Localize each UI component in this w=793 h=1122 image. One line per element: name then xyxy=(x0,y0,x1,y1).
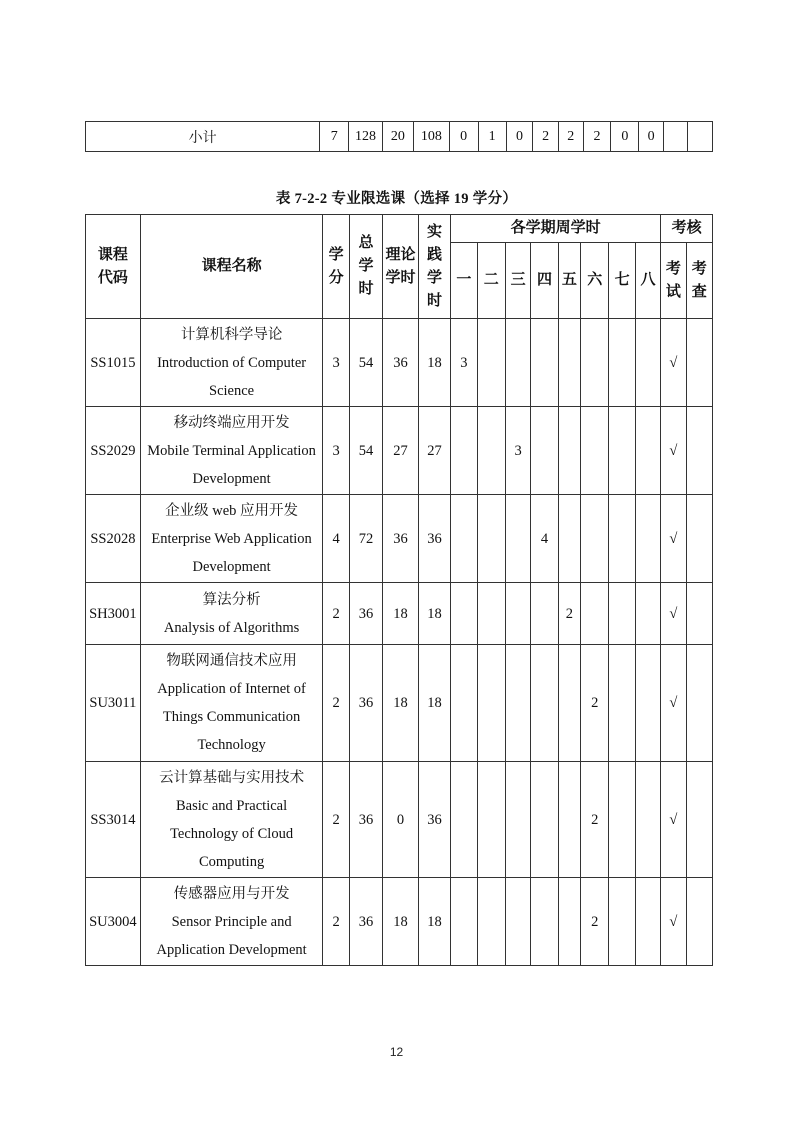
subtotal-value: 0 xyxy=(639,122,664,152)
semester-hours xyxy=(635,762,660,878)
semester-hours: 4 xyxy=(531,495,558,583)
table-row xyxy=(86,319,713,407)
practice-hours: 18 xyxy=(418,878,450,966)
table-row xyxy=(86,495,713,583)
credits: 2 xyxy=(323,878,349,966)
semester-hours xyxy=(451,878,477,966)
semester-hours xyxy=(609,762,635,878)
total-hours: 36 xyxy=(349,762,382,878)
course-name xyxy=(140,878,323,966)
semester-hours xyxy=(477,319,505,407)
header-exam: 考试 xyxy=(661,243,686,319)
semester-hours xyxy=(505,645,530,762)
practice-hours: 18 xyxy=(418,583,450,645)
credits: 2 xyxy=(323,645,349,762)
subtotal-value: 108 xyxy=(413,122,449,152)
credits: 3 xyxy=(323,319,349,407)
header-row xyxy=(86,215,713,243)
table-row xyxy=(86,645,713,762)
semester-hours xyxy=(531,762,558,878)
total-hours: 72 xyxy=(349,495,382,583)
header-semester: 五 xyxy=(558,243,580,319)
credits: 2 xyxy=(323,583,349,645)
course-name xyxy=(140,407,323,495)
total-hours: 36 xyxy=(349,645,382,762)
exam-mark: √ xyxy=(661,762,686,878)
table-row xyxy=(86,407,713,495)
semester-hours xyxy=(635,878,660,966)
semester-hours xyxy=(635,319,660,407)
subtotal-value: 7 xyxy=(320,122,349,152)
semester-hours xyxy=(451,762,477,878)
course-name-en: Application of Internet of Things Communication Technology xyxy=(157,681,306,753)
semester-hours xyxy=(505,583,530,645)
semester-hours xyxy=(558,878,580,966)
total-hours: 36 xyxy=(349,878,382,966)
course-code: SS2028 xyxy=(86,495,141,583)
exam-mark: √ xyxy=(661,407,686,495)
practice-hours: 36 xyxy=(418,762,450,878)
check-mark xyxy=(686,878,712,966)
course-code: SH3001 xyxy=(86,583,141,645)
header-credits: 学分 xyxy=(323,215,349,319)
theory-hours: 0 xyxy=(383,762,419,878)
semester-hours xyxy=(609,583,635,645)
semester-hours xyxy=(609,645,635,762)
course-name-cn: 移动终端应用开发 xyxy=(173,414,290,431)
subtotal-value: 2 xyxy=(583,122,611,152)
semester-hours xyxy=(477,407,505,495)
theory-hours: 27 xyxy=(383,407,419,495)
course-code: SU3011 xyxy=(86,645,141,762)
page-number: 12 xyxy=(389,1045,404,1059)
course-code: SS1015 xyxy=(86,319,141,407)
semester-hours xyxy=(531,319,558,407)
header-total-hours: 总学时 xyxy=(349,215,382,319)
course-name-cn: 物联网通信技术应用 xyxy=(166,653,297,669)
total-hours: 54 xyxy=(349,407,382,495)
semester-hours xyxy=(477,645,505,762)
course-name-cn: 计算机科学导论 xyxy=(180,326,283,343)
course-name xyxy=(140,319,323,407)
semester-hours xyxy=(635,407,660,495)
check-mark xyxy=(686,583,712,645)
semester-hours xyxy=(505,878,530,966)
semester-hours: 3 xyxy=(505,407,530,495)
course-name-en: Introduction of Computer Science xyxy=(157,354,307,399)
theory-hours: 36 xyxy=(383,319,419,407)
semester-hours xyxy=(581,495,609,583)
exam-mark: √ xyxy=(661,878,686,966)
course-name xyxy=(140,645,323,762)
credits: 4 xyxy=(323,495,349,583)
course-name-en: Sensor Principle and Application Development xyxy=(156,913,307,958)
subtotal-row xyxy=(86,122,713,152)
check-mark xyxy=(686,319,712,407)
semester-hours xyxy=(505,762,530,878)
subtotal-value: 2 xyxy=(558,122,583,152)
semester-hours xyxy=(451,407,477,495)
check-mark xyxy=(686,407,712,495)
subtotal-value: 2 xyxy=(533,122,559,152)
course-name-en: Analysis of Algorithms xyxy=(163,619,300,636)
semester-hours xyxy=(505,495,530,583)
course-code: SS3014 xyxy=(86,762,141,878)
subtotal-value: 20 xyxy=(382,122,413,152)
semester-hours xyxy=(635,495,660,583)
semester-hours xyxy=(635,645,660,762)
theory-hours: 36 xyxy=(383,495,419,583)
semester-hours xyxy=(558,319,580,407)
semester-hours xyxy=(531,583,558,645)
exam-mark: √ xyxy=(661,319,686,407)
semester-hours xyxy=(558,645,580,762)
course-name-en: Mobile Terminal Application Development xyxy=(147,442,316,487)
total-hours: 54 xyxy=(349,319,382,407)
semester-hours xyxy=(558,407,580,495)
subtotal-value: 0 xyxy=(506,122,533,152)
course-name-en: Basic and Practical Technology of Cloud Computing xyxy=(170,797,294,870)
header-semester: 七 xyxy=(609,243,635,319)
semester-hours: 3 xyxy=(451,319,477,407)
credits: 3 xyxy=(323,407,349,495)
header-name: 课程名称 xyxy=(140,215,323,319)
table-row xyxy=(86,878,713,966)
header-practice-hours: 实践学时 xyxy=(418,215,450,319)
semester-hours xyxy=(558,762,580,878)
course-name-cn: 算法分析 xyxy=(202,591,261,608)
course-name-en: Enterprise Web Application Development xyxy=(151,530,312,575)
course-name-cn: 企业级 web 应用开发 xyxy=(165,502,299,519)
course-code: SS2029 xyxy=(86,407,141,495)
practice-hours: 18 xyxy=(418,319,450,407)
course-name xyxy=(140,583,323,645)
semester-hours xyxy=(609,319,635,407)
semester-hours xyxy=(531,407,558,495)
semester-hours xyxy=(581,319,609,407)
header-weekly-hours: 各学期周学时 xyxy=(451,215,661,243)
course-name-cn: 传感器应用与开发 xyxy=(173,885,290,902)
header-semester: 八 xyxy=(635,243,660,319)
header-semester: 二 xyxy=(477,243,505,319)
semester-hours: 2 xyxy=(581,762,609,878)
subtotal-value: 128 xyxy=(349,122,382,152)
semester-hours xyxy=(451,645,477,762)
course-code: SU3004 xyxy=(86,878,141,966)
semester-hours xyxy=(451,495,477,583)
subtotal-label: 小计 xyxy=(86,122,320,152)
semester-hours xyxy=(505,319,530,407)
semester-hours: 2 xyxy=(581,878,609,966)
subtotal-value: 0 xyxy=(449,122,478,152)
header-semester: 一 xyxy=(451,243,477,319)
table-row xyxy=(86,762,713,878)
header-check: 考查 xyxy=(686,243,712,319)
practice-hours: 36 xyxy=(418,495,450,583)
course-name-cn: 云计算基础与实用技术 xyxy=(159,769,305,786)
semester-hours xyxy=(609,407,635,495)
elective-course-table xyxy=(85,214,713,966)
semester-hours: 2 xyxy=(558,583,580,645)
subtotal-value xyxy=(663,122,688,152)
header-semester: 四 xyxy=(531,243,558,319)
semester-hours: 2 xyxy=(581,645,609,762)
subtotal-table xyxy=(85,121,713,152)
header-code: 课程代码 xyxy=(86,215,141,319)
semester-hours xyxy=(635,583,660,645)
total-hours: 36 xyxy=(349,583,382,645)
semester-hours xyxy=(581,583,609,645)
semester-hours xyxy=(477,583,505,645)
credits: 2 xyxy=(323,762,349,878)
table-row xyxy=(86,583,713,645)
semester-hours xyxy=(609,495,635,583)
semester-hours xyxy=(477,495,505,583)
subtotal-value: 1 xyxy=(478,122,506,152)
semester-hours xyxy=(558,495,580,583)
theory-hours: 18 xyxy=(383,645,419,762)
subtotal-value: 0 xyxy=(611,122,639,152)
semester-hours xyxy=(531,645,558,762)
header-assessment: 考核 xyxy=(661,215,713,243)
semester-hours xyxy=(451,583,477,645)
check-mark xyxy=(686,645,712,762)
semester-hours xyxy=(477,878,505,966)
subtotal-value xyxy=(688,122,713,152)
check-mark xyxy=(686,762,712,878)
header-theory-hours: 理论学时 xyxy=(383,215,419,319)
semester-hours xyxy=(531,878,558,966)
theory-hours: 18 xyxy=(383,878,419,966)
practice-hours: 27 xyxy=(418,407,450,495)
header-semester: 三 xyxy=(505,243,530,319)
header-semester: 六 xyxy=(581,243,609,319)
practice-hours: 18 xyxy=(418,645,450,762)
semester-hours xyxy=(581,407,609,495)
course-name xyxy=(140,495,323,583)
theory-hours: 18 xyxy=(383,583,419,645)
semester-hours xyxy=(477,762,505,878)
exam-mark: √ xyxy=(661,495,686,583)
exam-mark: √ xyxy=(661,583,686,645)
exam-mark: √ xyxy=(661,645,686,762)
table-caption: 表 7-2-2 专业限选课（选择 19 学分） xyxy=(275,191,518,207)
semester-hours xyxy=(609,878,635,966)
course-name xyxy=(140,762,323,878)
check-mark xyxy=(686,495,712,583)
